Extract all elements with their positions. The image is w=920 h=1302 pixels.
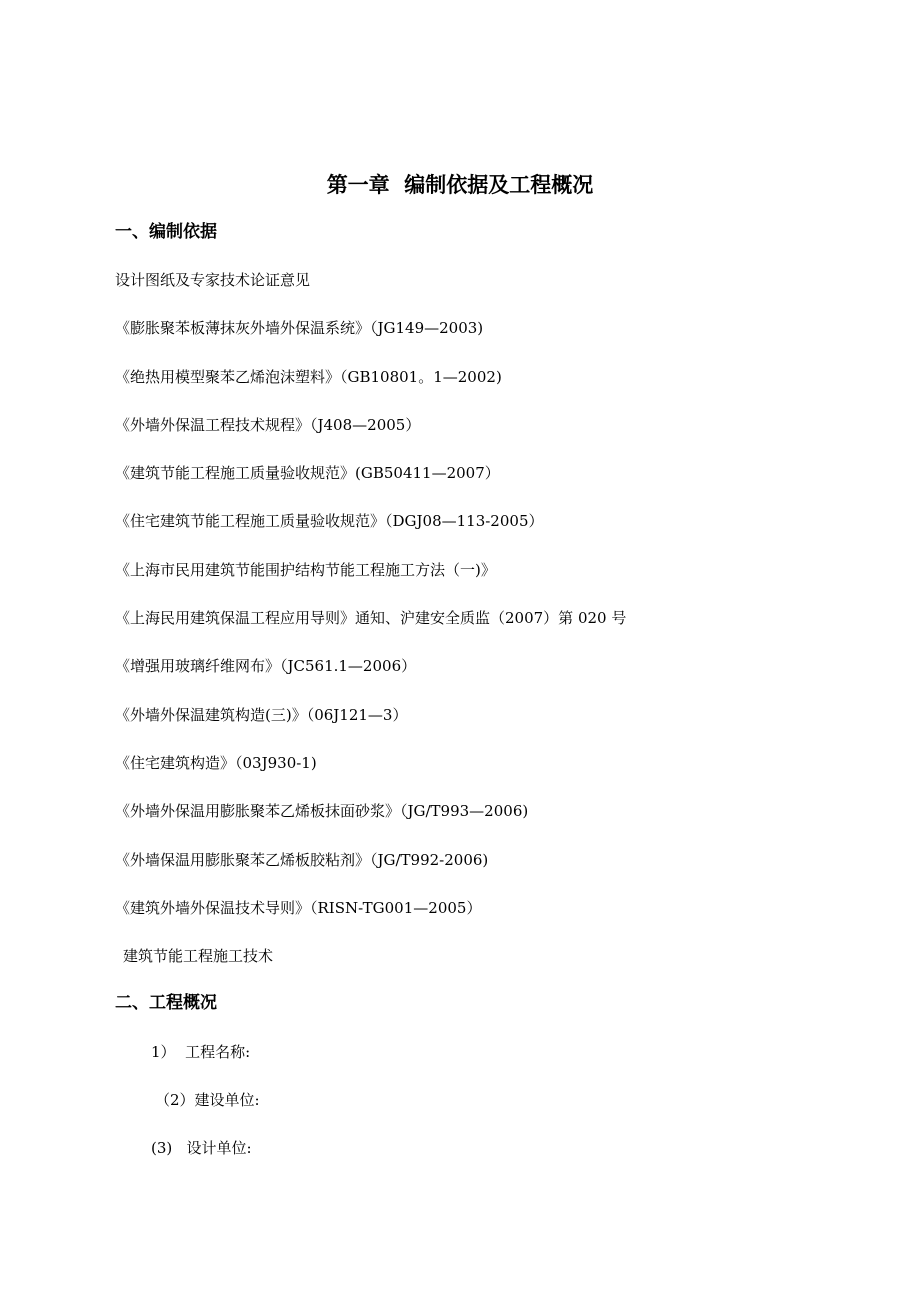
reference-item: 《建筑外墙外保温技术导则》（RISN-TG001—2005）	[115, 898, 482, 917]
section-heading-basis: 一、编制依据	[115, 222, 217, 242]
chapter-title: 第一章 编制依据及工程概况	[326, 173, 594, 197]
reference-item: 《外墙外保温工程技术规程》（J408—2005）	[115, 415, 421, 434]
reference-item: 《外墙保温用膨胀聚苯乙烯板胶粘剂》（JG/T992-2006)	[115, 850, 489, 869]
overview-list	[0, 1040, 260, 1184]
reference-list	[115, 268, 626, 992]
section-heading-overview: 二、工程概况	[115, 993, 217, 1013]
reference-item: 《住宅建筑构造》（03J930-1)	[115, 753, 317, 772]
overview-item-construction-unit: （2）建设单位:	[155, 1091, 260, 1109]
overview-item-design-unit: (3) 设计单位:	[151, 1139, 252, 1157]
reference-item: 《绝热用模型聚苯乙烯泡沫塑料》（GB10801。1—2002)	[115, 367, 502, 386]
overview-item-project-name: 1） 工程名称:	[151, 1043, 251, 1061]
reference-item: 建筑节能工程施工技术	[123, 947, 274, 966]
reference-item: 《膨胀聚苯板薄抹灰外墙外保温系统》（JG149—2003)	[115, 319, 484, 338]
reference-item: 《外墙外保温建筑构造(三)》（06J121—3）	[115, 705, 408, 724]
reference-item: 《外墙外保温用膨胀聚苯乙烯板抹面砂浆》（JG/T993—2006)	[115, 802, 529, 821]
reference-item: 《建筑节能工程施工质量验收规范》(GB50411—2007）	[115, 464, 500, 483]
reference-item: 《上海民用建筑保温工程应用导则》通知、沪建安全质监（2007）第 020 号	[115, 609, 627, 628]
reference-item: 《上海市民用建筑节能围护结构节能工程施工方法（一)》	[115, 560, 496, 579]
reference-item: 《增强用玻璃纤维网布》（JC561.1—2006）	[115, 657, 417, 676]
reference-item: 《住宅建筑节能工程施工质量验收规范》（DGJ08—113-2005）	[115, 512, 544, 531]
reference-item: 设计图纸及专家技术论证意见	[115, 271, 311, 289]
